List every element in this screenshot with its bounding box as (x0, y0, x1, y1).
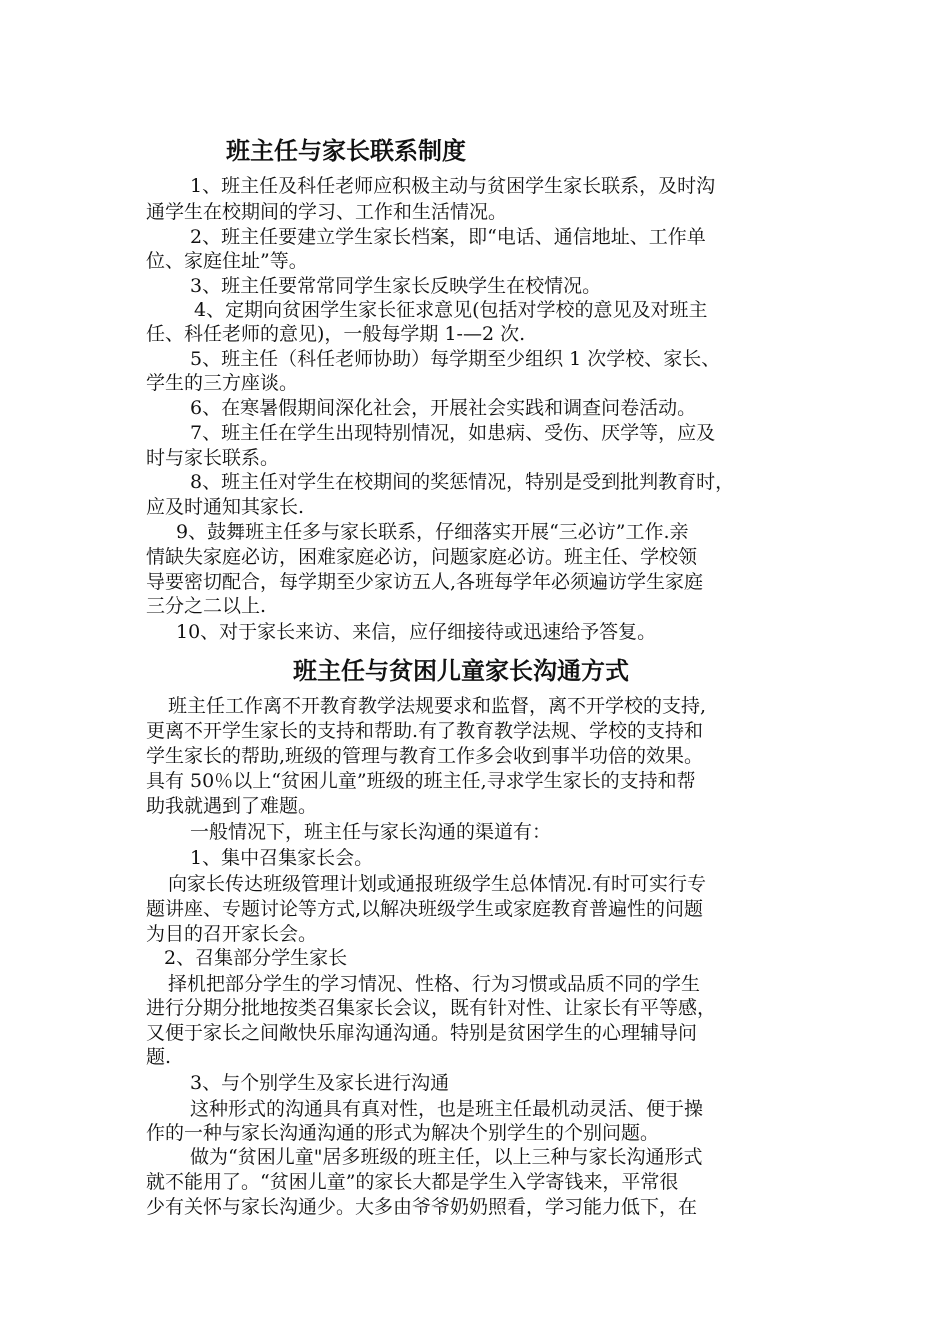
text-line: 情缺失家庭必访，困难家庭必访，问题家庭必访。班主任、学校领 (146, 546, 698, 568)
text-line: 做为“贫困儿童"居多班级的班主任，以上三种与家长沟通形式 (190, 1146, 703, 1168)
text-line: 三分之二以上. (146, 595, 267, 617)
text-line: 1、班主任及科任老师应积极主动与贫困学生家长联系，及时沟 (190, 175, 716, 197)
text-line: 3、班主任要常常同学生家长反映学生在校情况。 (190, 275, 602, 297)
text-line: 又便于家长之间敞快乐扉沟通沟通。特别是贫困学生的心理辅导问 (146, 1022, 698, 1044)
text-line: 任、科任老师的意见)，一般每学期 1-—2 次. (146, 323, 526, 345)
text-line: 一般情况下，班主任与家长沟通的渠道有： (190, 821, 552, 843)
text-line: 位、家庭住址”等。 (146, 250, 308, 272)
text-line: 少有关怀与家长沟通少。大多由爷爷奶奶照看，学习能力低下，在 (146, 1196, 698, 1218)
text-line: 作的一种与家长沟通沟通的形式为解决个别学生的个别问题。 (146, 1122, 660, 1144)
text-line: 助我就遇到了难题。 (146, 795, 318, 817)
text-line: 更离不开学生家长的支持和帮助.有了教育教学法规、学校的支持和 (146, 720, 704, 742)
text-line: 应及时通知其家长. (146, 496, 305, 518)
text-line: 2、召集部分学生家长 (164, 947, 348, 969)
text-line: 题讲座、专题讨论等方式,以解决班级学生或家庭教育普遍性的问题 (146, 898, 704, 920)
text-line: 就不能用了。“贫困儿童”的家长大都是学生入学寄钱来，平常很 (146, 1171, 679, 1193)
text-line: 择机把部分学生的学习情况、性格、行为习惯或品质不同的学生 (168, 973, 701, 995)
text-line: 学生的三方座谈。 (146, 372, 299, 394)
text-line: 3、与个别学生及家长进行沟通 (190, 1072, 450, 1094)
text-line: 9、鼓舞班主任多与家长联系，仔细落实开展“三必访”工作.亲 (176, 521, 689, 543)
text-line: 导要密切配合，每学期至少家访五人,各班每学年必须遍访学生家庭 (146, 571, 704, 593)
text-line: 为目的召开家长会。 (146, 923, 318, 945)
text-line: 10、对于家长来访、来信，应仔细接待或迅速给予答复。 (176, 621, 657, 643)
text-line: 7、班主任在学生出现特别情况，如患病、受伤、厌学等，应及 (190, 422, 716, 444)
text-line: 4、定期向贫困学生家长征求意见(包括对学校的意见及对班主 (194, 299, 708, 321)
text-line: 向家长传达班级管理计划或通报班级学生总体情况.有时可实行专 (168, 873, 707, 895)
text-line: 时与家长联系。 (146, 447, 280, 469)
text-line: 8、班主任对学生在校期间的奖惩情况，特别是受到批判教育时， (190, 471, 735, 493)
text-line: 题. (146, 1046, 172, 1068)
text-line: 1、集中召集家长会。 (190, 847, 374, 869)
text-line: 5、班主任（科任老师协助）每学期至少组织 1 次学校、家长、 (190, 348, 721, 370)
text-line: 通学生在校期间的学习、工作和生活情况。 (146, 201, 508, 223)
text-line: 学生家长的帮助,班级的管理与教育工作多会收到事半功倍的效果。 (146, 745, 704, 767)
text-line: 2、班主任要建立学生家长档案，即“电话、通信地址、工作单 (190, 226, 706, 248)
heading-communication-methods: 班主任与贫困儿童家长沟通方式 (293, 657, 629, 685)
text-line: 这种形式的沟通具有真对性，也是班主任最机动灵活、便于操 (190, 1098, 704, 1120)
text-line: 具有 50％以上“贫困儿童”班级的班主任,寻求学生家长的支持和帮 (146, 770, 696, 792)
text-line: 6、在寒暑假期间深化社会，开展社会实践和调查问卷活动。 (190, 397, 697, 419)
text-line: 进行分期分批地按类召集家长会议，既有针对性、让家长有平等感， (146, 997, 717, 1019)
heading-contact-system: 班主任与家长联系制度 (226, 137, 466, 165)
text-line: 班主任工作离不开教育教学法规要求和监督，离不开学校的支持, (168, 695, 707, 717)
